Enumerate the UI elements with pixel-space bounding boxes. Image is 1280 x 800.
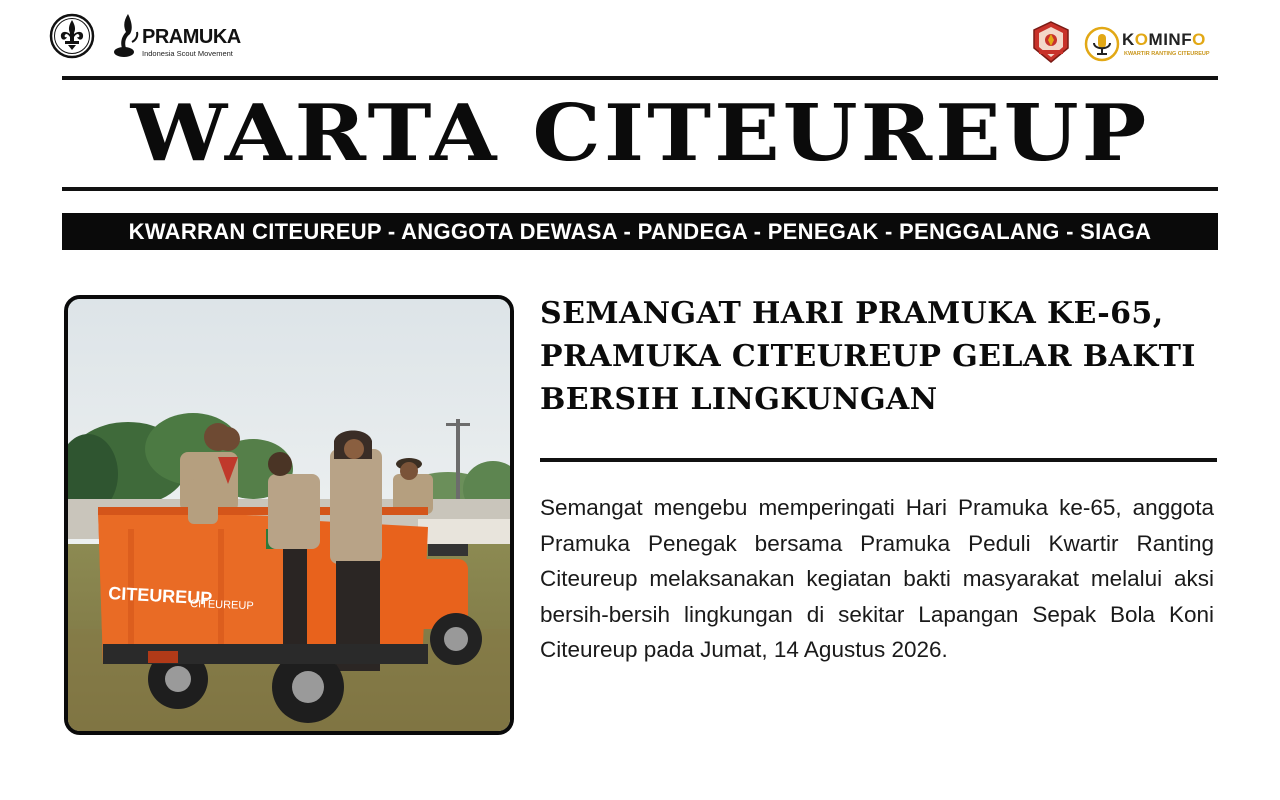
kominfo-logo — [1084, 24, 1216, 64]
pramuka-logo-tagline: Indonesia Scout Movement — [142, 49, 233, 58]
article-photo — [64, 295, 514, 735]
scout-fleur-de-lis-icon — [48, 12, 96, 60]
pramuka-logo-name: PRAMUKA — [142, 26, 241, 48]
photo-scouts-on-cleanup-motor-cart-icon — [68, 299, 510, 731]
section-banner: KWARRAN CITEUREUP - ANGGOTA DEWASA - PANDEGA - PENEGAK - PENGGALANG - SIAGA — [62, 213, 1218, 250]
kwarran-shield-badge-icon — [1031, 20, 1071, 64]
cart-label-2: CITEUREUP — [189, 598, 254, 613]
kominfo-logo-name: KOMINFO — [1122, 30, 1206, 49]
cart-label-1: CITEUREUP — [107, 583, 213, 609]
article-headline: SEMANGAT HARI PRAMUKA KE-65, PRAMUKA CITEUREUP GELAR BAKTI BERSIH LINGKUNGAN — [540, 296, 1196, 417]
masthead-title: WARTA CITEUREUP — [130, 87, 1150, 179]
pramuka-logo — [112, 12, 242, 60]
masthead-top-rule — [62, 76, 1218, 80]
masthead-bottom-rule — [62, 187, 1218, 191]
kominfo-logo-tagline: KWARTIR RANTING CITEUREUP — [1124, 51, 1210, 57]
article-divider — [540, 458, 1217, 462]
kwarran-badge-logo — [1031, 20, 1071, 64]
microphone-emblem-icon — [1084, 26, 1120, 62]
pramuka-tunas-kelapa-icon — [112, 12, 142, 60]
article-body: Semangat mengebu memperingati Hari Pramuka ke-65, anggota Pramuka Penegak bersama Pramuka Peduli Kwartir Ranting Citeureup melaksanakan kegiatan bakti masyarakat melalui aksi bersih-bersih lingkungan di sekitar Lapangan Sepak Bola Koni Citeureup pada Jumat, 14 Agustus 2026. — [540, 495, 1214, 662]
scout-emblem-logo — [48, 12, 96, 60]
